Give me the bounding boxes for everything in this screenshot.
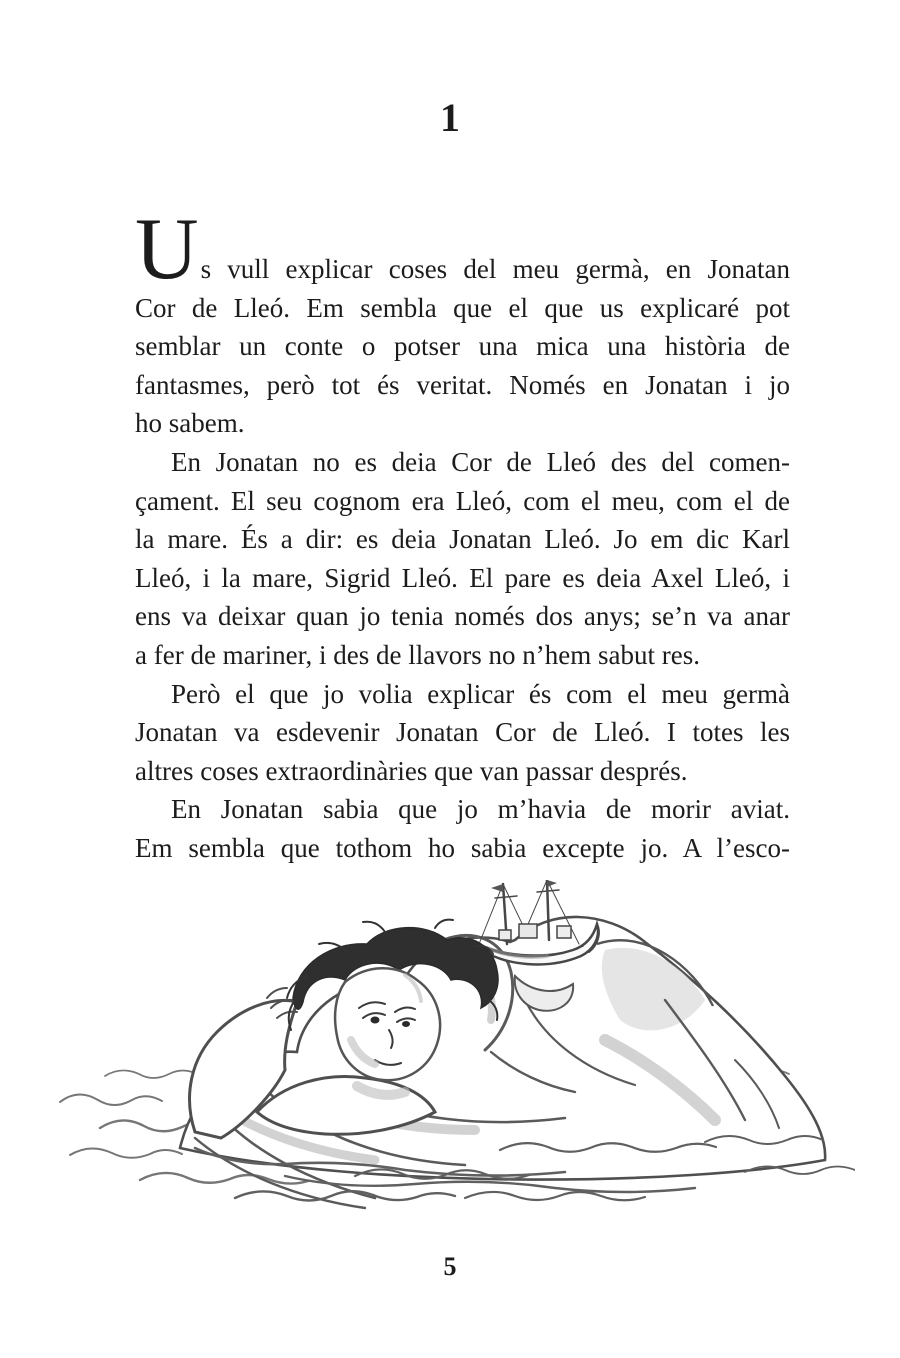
text-block [135, 201, 790, 868]
face [335, 968, 440, 1080]
text-line: ens va deixar quan jo tenia només dos anys; se’n va anar [135, 601, 790, 632]
text-line: a fer de mariner, i des de llavors no n’hem sabut res. [135, 639, 700, 670]
text-line: çament. El seu cognom era Lleó, com el meu, com el de [135, 485, 790, 516]
chapter-number: 1 [440, 95, 460, 140]
paragraph [135, 201, 790, 443]
first-line-text: s vull explicar coses del meu germà, en Jonatan [200, 254, 790, 284]
paragraph [135, 675, 790, 791]
initial-cap: U [135, 201, 199, 298]
text-line: semblar un conte o potser una mica una història de [135, 331, 790, 362]
text-line: Però el que jo volia explicar és com el meu germà [171, 678, 790, 709]
text-line: Jonatan va esdevenir Jonatan Cor de Lleó. I totes les [135, 717, 790, 748]
text-line [135, 201, 790, 298]
page-number: 5 [443, 1252, 457, 1281]
text-line: ho sabem. [135, 408, 245, 439]
paragraph [135, 443, 790, 675]
text-line: la mare. És a dir: es deia Jonatan Lleó. Jo em dic Karl [135, 524, 790, 555]
text-line: En Jonatan no es deia Cor de Lleó des del comen- [171, 446, 790, 477]
text-line: En Jonatan sabia que jo m’havia de morir aviat. [171, 794, 790, 825]
text-line: Em sembla que tothom ho sabia excepte jo. A l’esco- [135, 832, 790, 863]
illustration [45, 880, 855, 1210]
text-line: altres coses extraordinàries que van passar després. [135, 755, 688, 786]
text-line: fantasmes, però tot és veritat. Només en Jonatan i jo [135, 369, 790, 400]
text-line: Lleó, i la mare, Sigrid Lleó. El pare es deia Axel Lleó, i [135, 562, 790, 593]
text-line: Cor de Lleó. Em sembla que el que us explicaré pot [135, 292, 790, 323]
paragraph [135, 790, 790, 867]
